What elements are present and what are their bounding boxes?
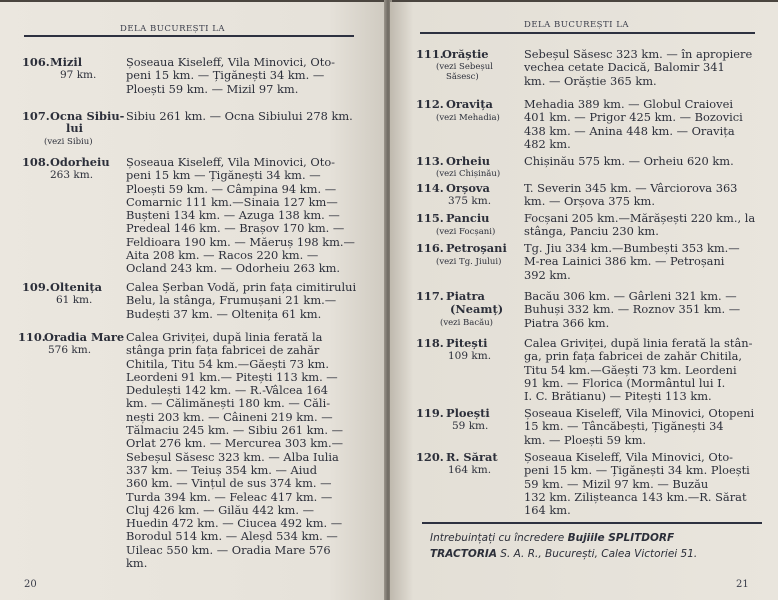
entry-place: Ocna Sibiu- [50, 109, 125, 123]
entry-number: 113. [416, 154, 444, 168]
route-line: Belu, la stânga, Frumușani 21 km.— [126, 293, 337, 308]
entry-number: 106. [22, 55, 50, 69]
route-line: Sibiu 261 km. — Ocna Sibiului 278 km. [126, 109, 353, 123]
route-line: Sebeșul Săsesc 323 km. — Alba Iulia [126, 449, 339, 464]
entry-route [126, 56, 366, 96]
route-line: Sebeșul Săsesc 323 km. — în apropiere [524, 47, 753, 61]
entry-number: 109. [22, 280, 50, 294]
entry-number: 116. [416, 241, 444, 255]
page-number: 20 [24, 579, 37, 590]
header-rule [420, 32, 755, 34]
ad-address: S. A. R., București, Calea Victoriei 51. [496, 548, 698, 560]
entry-place: Mizil [50, 55, 83, 69]
entry-route [126, 156, 366, 276]
entry-place: Panciu [446, 211, 490, 225]
entry-route [524, 451, 764, 517]
route-line: 91 km. — Florica (Mormântul lui I. [524, 375, 726, 390]
route-line: Titu 54 km.—Găești 73 km. Leordeni [524, 362, 737, 377]
entry-route [524, 182, 764, 209]
entry-route [524, 212, 764, 239]
entry-distance: 109 km. [448, 350, 492, 362]
route-line: Feldioara 190 km. — Măeruș 198 km.— [126, 234, 355, 249]
route-line: Uileac 550 km. — Oradia Mare 576 [126, 542, 331, 557]
entry-reference: (vezi Mehadia) [436, 113, 500, 123]
route-line: Focșani 205 km.—Mărășești 220 km., la [524, 211, 756, 225]
route-line: nești 203 km. — Câineni 219 km. — [126, 409, 333, 424]
route-line: stânga, Panciu 230 km. [524, 224, 659, 239]
route-line: Bacău 306 km. — Gârleni 321 km. — [524, 289, 737, 303]
route-line: vechea cetate Dacică, Balomir 341 [524, 60, 725, 75]
route-line: Șoseaua Kiseleff, Vila Minovici, Otopeni [524, 406, 755, 420]
entry-place-continued: lui [66, 121, 83, 135]
entry-place: Piatra [446, 289, 485, 303]
entry-place: Oradia Mare [44, 330, 125, 344]
route-line: Chitila, Titu 54 km.—Găești 73 km. [126, 356, 329, 371]
route-line: Calea Griviței, după linia ferată la [126, 330, 323, 344]
route-line: Predeal 146 km. — Brașov 170 km. — [126, 221, 345, 236]
entry-reference: (vezi Tg. Jiului) [436, 257, 502, 267]
entry-place: R. Sărat [446, 450, 498, 464]
left-header: DELA BUCUREȘTI LA [120, 24, 226, 34]
route-line: Șoseaua Kiseleff, Vila Minovici, Oto- [524, 450, 734, 464]
entry-place: Pitești [446, 336, 488, 350]
right-header: DELA BUCUREȘTI LA [524, 20, 630, 30]
route-line: 59 km. — Mizil 97 km. — Buzău [524, 476, 709, 491]
route-line: Tălmaciu 245 km. — Sibiu 261 km. — [126, 423, 343, 438]
route-line: km. — Ploești 59 km. [524, 432, 646, 447]
ad-brand: Bujiile SPLITDORF [567, 532, 675, 544]
entry-number: 119. [416, 406, 444, 420]
route-line: Borodul 514 km. — Aleșd 534 km. — [126, 529, 338, 544]
entry-reference-continued: Săsesc) [446, 72, 479, 82]
entry-distance: 375 km. [448, 195, 492, 207]
left-page [0, 2, 386, 600]
entry-route [524, 242, 764, 282]
route-line: Cluj 426 km. — Gilău 442 km. — [126, 502, 314, 517]
entry-route [524, 337, 764, 403]
route-line: 392 km. [524, 267, 571, 282]
entry-number: 111. [416, 47, 444, 61]
route-line: T. Severin 345 km. — Vârciorova 363 [524, 181, 738, 195]
route-line: km. — Orăștie 365 km. [524, 73, 657, 88]
route-line: M-rea Lainici 386 km. — Petroșani [524, 254, 725, 269]
route-line: Șoseaua Kiseleff, Vila Minovici, Oto- [126, 155, 336, 169]
route-line: Mehadia 389 km. — Globul Craiovei [524, 97, 733, 111]
route-line: Ocland 243 km. — Odorheiu 263 km. [126, 261, 341, 276]
route-line: peni 15 km. — Țigănești 34 km. — [126, 68, 325, 83]
route-line: Bușteni 134 km. — Azuga 138 km. — [126, 208, 340, 223]
route-line: Dedulești 142 km. — R.-Vâlcea 164 [126, 383, 328, 398]
entry-reference: (vezi Bacău) [440, 318, 493, 328]
route-line: 438 km. — Anina 448 km. — Oravița [524, 123, 735, 138]
route-line: Ploești 59 km. — Câmpina 94 km. — [126, 181, 337, 196]
entry-distance: 164 km. [448, 464, 492, 476]
entry-number: 118. [416, 336, 444, 350]
route-line: km. — Călimănești 180 km. — Căli- [126, 396, 331, 411]
route-line: Ploești 59 km. — Mizil 97 km. [126, 81, 299, 96]
route-line: Budești 37 km. — Oltenița 61 km. [126, 306, 322, 321]
entry-place: Orheiu [446, 154, 491, 168]
entry-distance: 576 km. [48, 344, 92, 356]
route-line: 482 km. [524, 136, 571, 151]
entry-number: 120. [416, 450, 444, 464]
entry-distance: 97 km. [60, 69, 97, 81]
route-line: Turda 394 km. — Feleac 417 km. — [126, 489, 333, 504]
right-page [390, 2, 778, 600]
entry-reference: (vezi Chișinău) [436, 169, 501, 179]
entry-distance: 263 km. [50, 169, 94, 181]
entry-number: 112. [416, 97, 444, 111]
entry-number: 115. [416, 211, 444, 225]
entry-route [524, 98, 764, 151]
entry-place: Odorheiu [50, 155, 110, 169]
entry-route [524, 407, 764, 447]
route-line: peni 15 km — Țigănești 34 km. — [126, 168, 321, 183]
entry-place: Orșova [446, 181, 490, 195]
advertisement-line-1 [430, 530, 760, 546]
entry-place: Oravița [446, 97, 493, 111]
route-line: km. [126, 556, 148, 571]
entry-reference: (vezi Focșani) [436, 227, 496, 237]
entry-place-continued: (Neamț) [450, 302, 504, 316]
entry-place: Ploești [446, 406, 490, 420]
entry-reference: (vezi Sibiu) [44, 137, 93, 147]
route-line: Huedin 472 km. — Ciucea 492 km. — [126, 516, 343, 531]
entry-place: Orăștie [442, 47, 489, 61]
entry-route [126, 331, 366, 570]
entry-place: Oltenița [50, 280, 103, 294]
route-line: 164 km. [524, 503, 571, 518]
route-line: Chișinău 575 km. — Orheiu 620 km. [524, 154, 734, 168]
route-line: km. — Orșova 375 km. [524, 194, 655, 209]
ad-company: TRACTORIA [430, 548, 497, 560]
route-line: 360 km. — Vințul de sus 374 km. — [126, 476, 332, 491]
entry-route [524, 155, 764, 168]
entry-distance: 59 km. [452, 420, 489, 432]
entry-route [524, 48, 764, 88]
route-line: Aita 208 km. — Racos 220 km. — [126, 248, 319, 263]
entry-number: 108. [22, 155, 50, 169]
entry-place: Petroșani [446, 241, 507, 255]
route-line: Șoseaua Kiseleff, Vila Minovici, Oto- [126, 55, 336, 69]
entry-route [126, 281, 366, 321]
entry-distance: 61 km. [56, 294, 93, 306]
route-line: 401 km. — Prigor 425 km. — Bozovici [524, 110, 743, 125]
entry-number: 110. [18, 330, 46, 344]
route-line: 15 km. — Tâncăbești, Țigănești 34 [524, 419, 724, 434]
route-line: Leordeni 91 km.— Pitești 113 km. — [126, 369, 338, 384]
entry-number: 117. [416, 289, 444, 303]
entry-number: 114. [416, 181, 444, 195]
route-line: I. C. Brătianu) — Pitești 113 km. [524, 389, 712, 404]
route-line: Calea Șerban Vodă, prin fața cimitirului [126, 280, 357, 294]
advertisement [430, 530, 760, 562]
route-line: stânga prin fața fabricei de zahăr [126, 343, 320, 358]
advertisement-rule [422, 522, 762, 524]
route-line: Calea Griviței, după linia ferată la stân- [524, 336, 753, 350]
route-line: 132 km. Zilișteanca 143 km.—R. Sărat [524, 489, 747, 504]
advertisement-line-2 [430, 546, 760, 562]
entry-number: 107. [22, 109, 50, 123]
route-line: Piatra 366 km. [524, 315, 610, 330]
entry-reference: (vezi Sebeșul [436, 62, 493, 72]
route-line: Buhuși 332 km. — Roznov 351 km. — [524, 302, 741, 317]
route-line: Tg. Jiu 334 km.—Bumbești 353 km.— [524, 241, 740, 255]
header-rule [24, 35, 354, 37]
route-line: Orlat 276 km. — Mercurea 303 km.— [126, 436, 343, 451]
route-line: 337 km. — Teiuș 354 km. — Aiud [126, 462, 318, 477]
route-line: ga, prin fața fabricei de zahăr Chitila, [524, 349, 743, 364]
ad-text: Intrebuințați cu încredere [430, 532, 568, 544]
route-line: peni 15 km. — Țigănești 34 km. Ploești [524, 463, 750, 478]
entry-route [126, 110, 366, 123]
page-number: 21 [736, 579, 749, 590]
entry-route [524, 290, 764, 330]
route-line: Comarnic 111 km.—Sinaia 127 km— [126, 194, 338, 209]
